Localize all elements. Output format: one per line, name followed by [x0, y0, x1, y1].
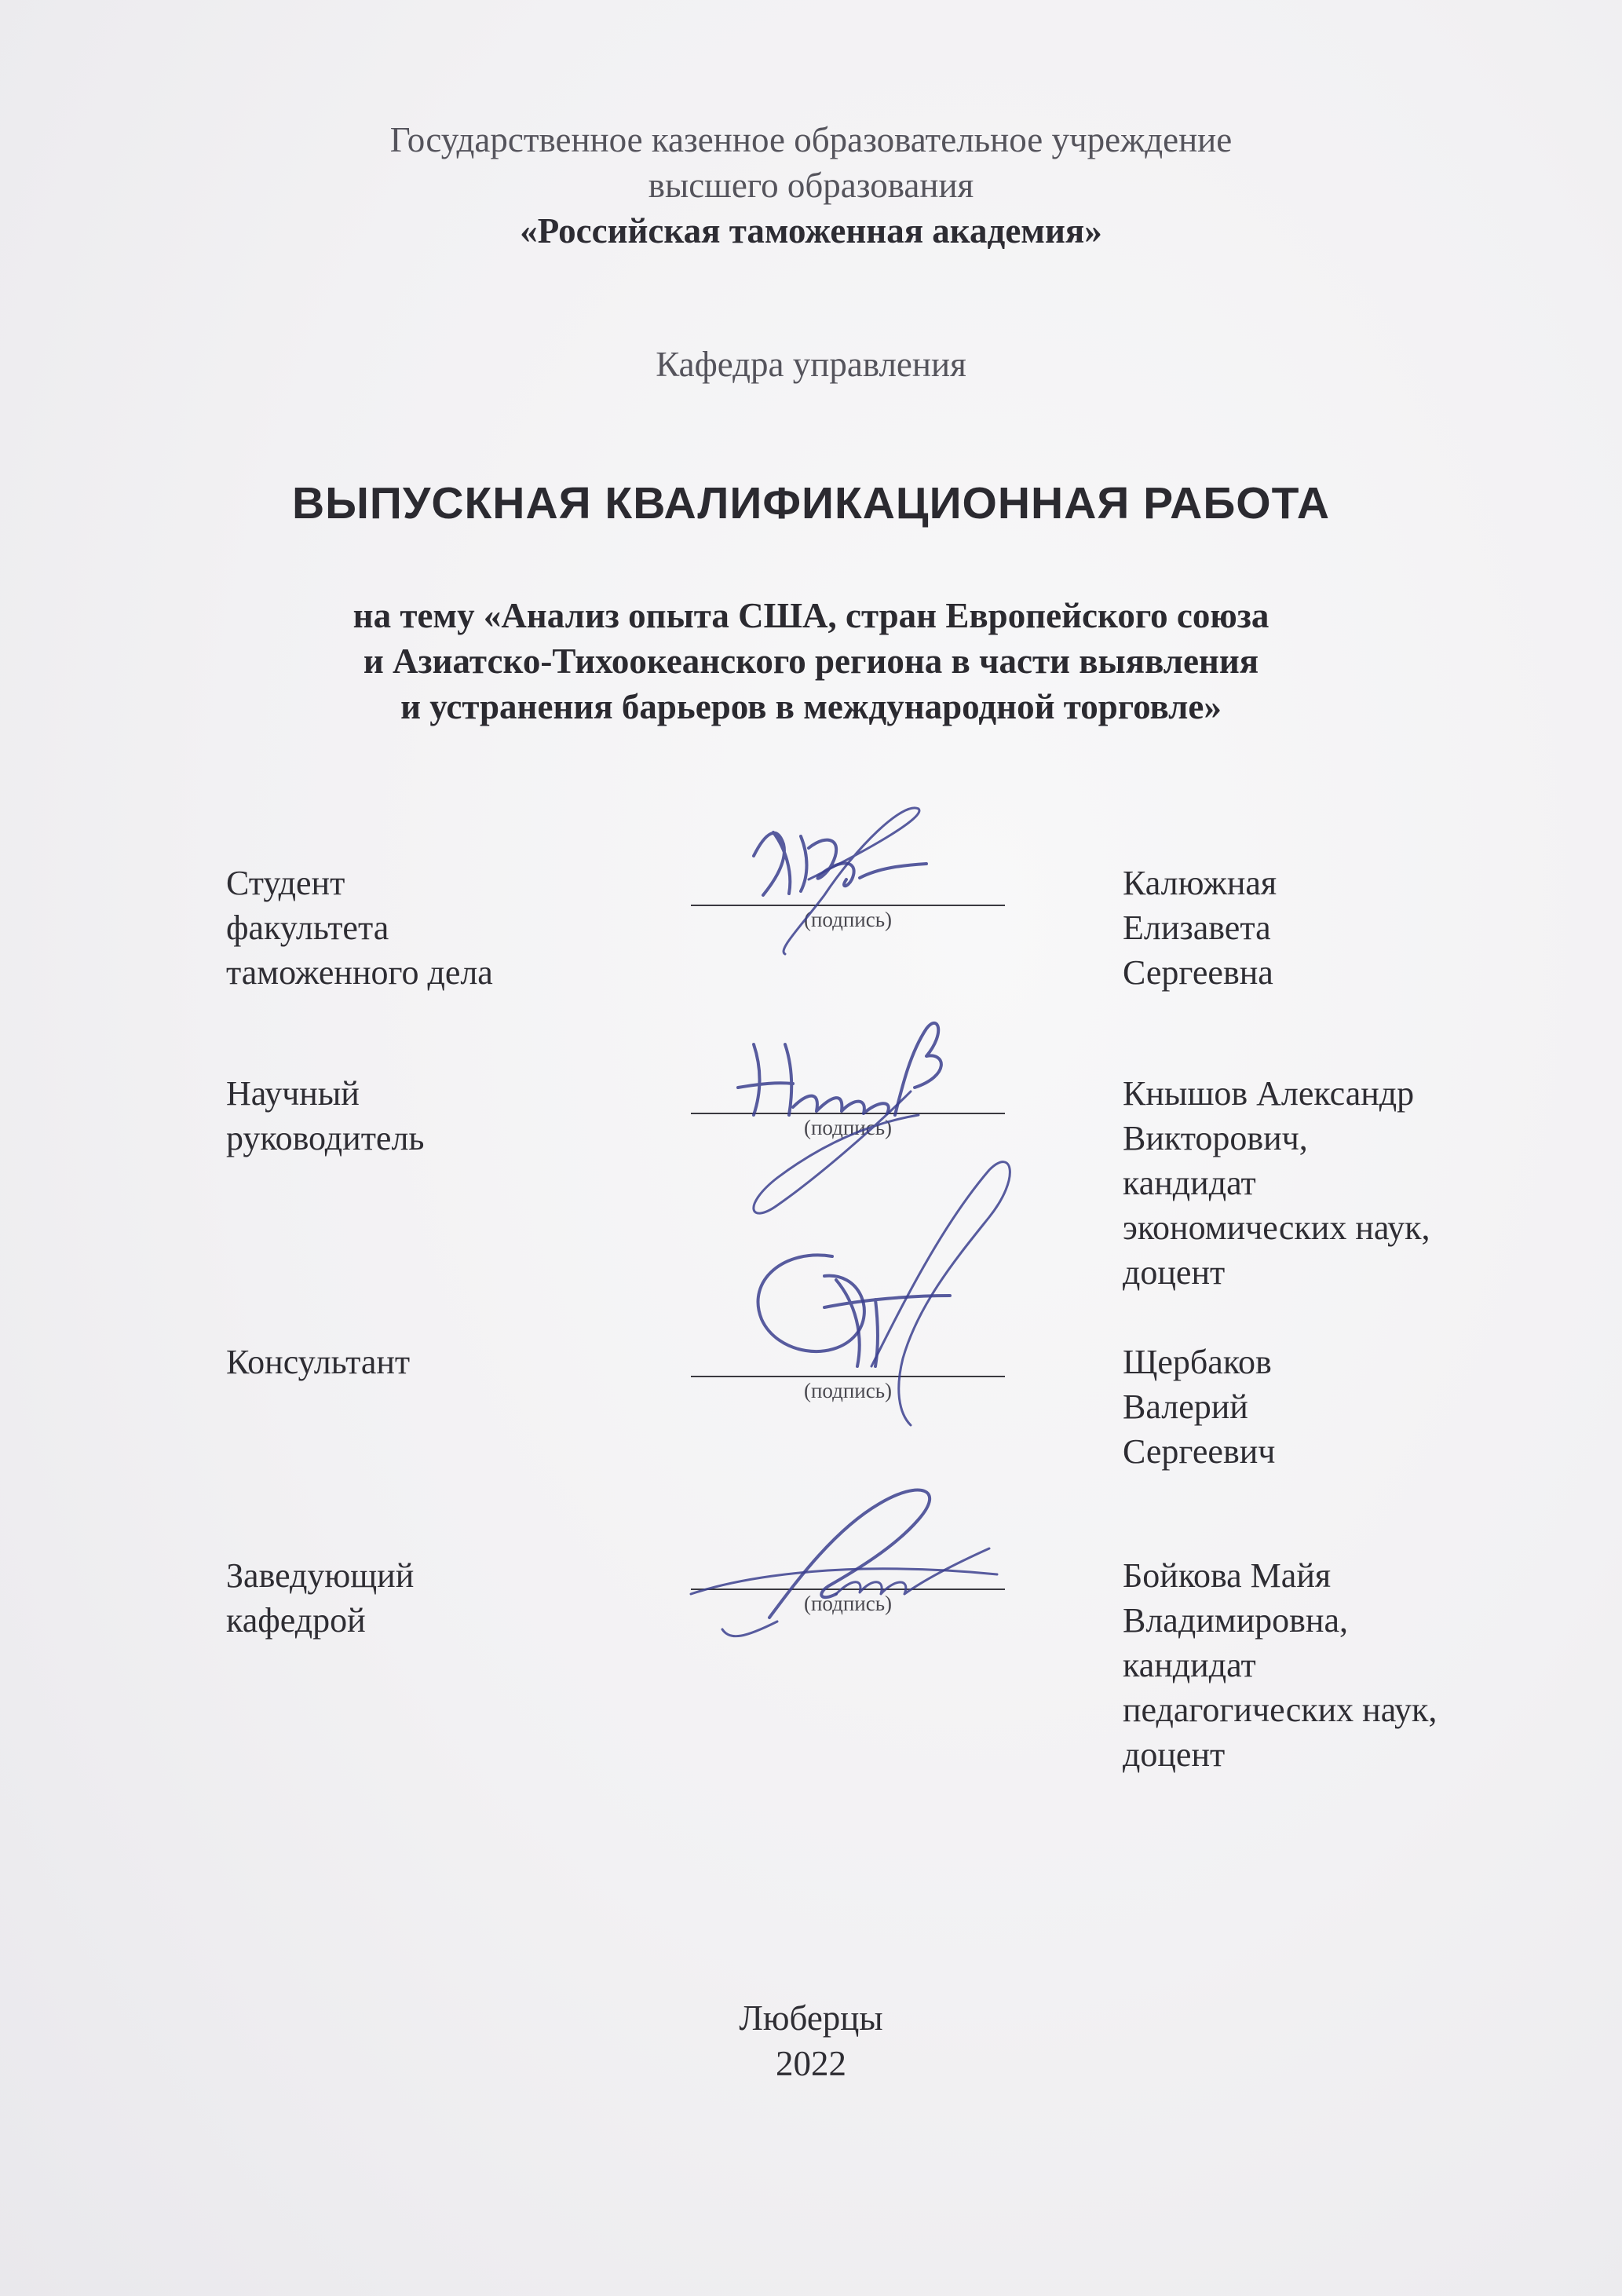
city: Люберцы: [739, 1998, 883, 2038]
consultant-role: [226, 1340, 410, 1384]
role-line: таможенного дела: [226, 953, 493, 992]
name-line: Сергеевна: [1123, 953, 1273, 992]
name-line: Бойкова Майя: [1123, 1556, 1332, 1595]
institution-name: «Российская таможенная академия»: [520, 211, 1102, 250]
topic-line-1: на тему «Анализ опыта США, стран Европейского союза: [353, 596, 1269, 635]
student-name: [1123, 861, 1277, 995]
institution-type: Государственное казенное образовательное учреждение: [389, 120, 1233, 159]
name-line: доцент: [1123, 1735, 1226, 1774]
role-line: факультета: [226, 909, 389, 947]
name-line: Елизавета: [1123, 909, 1271, 947]
role-line: Консультант: [226, 1343, 411, 1381]
name-line: Кнышов Александр: [1123, 1074, 1415, 1113]
role-line: Студент: [226, 864, 345, 902]
name-line: Валерий: [1123, 1387, 1248, 1426]
head-name: [1123, 1553, 1437, 1777]
consultant-signature-caption: (подпись): [803, 1379, 893, 1402]
supervisor-name: [1123, 1071, 1430, 1295]
name-line: Владимировна,: [1123, 1601, 1349, 1640]
role-line: Научный: [226, 1074, 360, 1113]
department-name: Кафедра управления: [656, 345, 966, 384]
supervisor-role: [226, 1071, 424, 1161]
head-signature: [659, 1461, 1021, 1665]
supervisor-signature-caption: (подпись): [803, 1116, 893, 1139]
student-signature-caption: (подпись): [803, 908, 893, 931]
institution-level: высшего образования: [648, 166, 974, 205]
student-role: [226, 861, 493, 995]
student-signature: [691, 801, 1021, 974]
name-line: Сергеевич: [1123, 1432, 1276, 1471]
name-line: доцент: [1123, 1253, 1226, 1292]
document-title: ВЫПУСКНАЯ КВАЛИФИКАЦИОННАЯ РАБОТА: [291, 478, 1331, 528]
name-line: экономических наук,: [1123, 1208, 1430, 1247]
topic-line-2: и Азиатско-Тихоокеанского региона в части выявления: [363, 642, 1259, 681]
role-line: Заведующий: [226, 1556, 415, 1595]
name-line: кандидат: [1123, 1164, 1256, 1202]
role-line: кафедрой: [226, 1601, 366, 1640]
year: 2022: [776, 2044, 846, 2083]
consultant-signature: [675, 1146, 1052, 1461]
name-line: Щербаков: [1123, 1343, 1272, 1381]
consultant-name: [1123, 1340, 1275, 1474]
head-signature-caption: (подпись): [803, 1592, 893, 1615]
role-line: руководитель: [226, 1119, 425, 1157]
name-line: педагогических наук,: [1123, 1691, 1438, 1729]
head-role: [226, 1553, 414, 1643]
name-line: Викторович,: [1123, 1119, 1308, 1157]
name-line: кандидат: [1123, 1646, 1256, 1684]
name-line: Калюжная: [1123, 864, 1277, 902]
topic-line-3: и устранения барьеров в международной торговле»: [400, 687, 1222, 726]
